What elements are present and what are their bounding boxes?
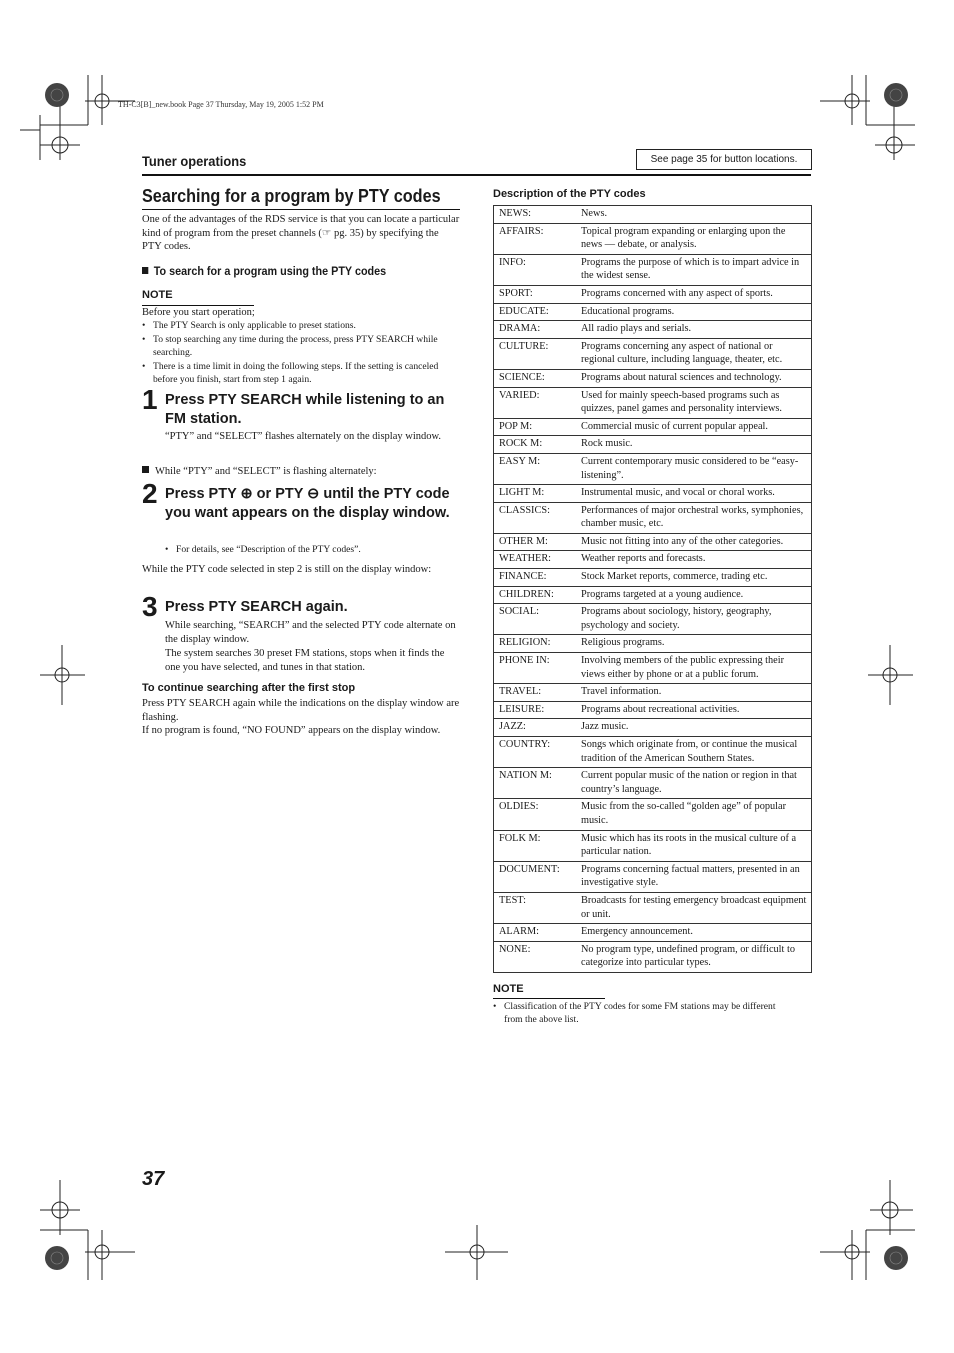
step-2-number: 2	[142, 478, 158, 509]
table-row	[494, 737, 812, 768]
pty-code-cell: OLDIES:	[494, 799, 577, 830]
pty-code-cell: INFO:	[494, 254, 577, 285]
step-2-title: Press PTY ⊕ or PTY ⊖ until the PTY code you want appears on the display window.	[165, 486, 450, 521]
table-row	[494, 768, 812, 799]
step-1-body: “PTY” and “SELECT” flashes alternately on the display window.	[165, 431, 442, 442]
pty-code-cell: SPORT:	[494, 285, 577, 303]
table-row	[494, 941, 812, 972]
table-row	[494, 586, 812, 604]
table-row	[494, 604, 812, 635]
pty-description-cell: Programs about sociology, history, geography, psychology and society.	[576, 604, 812, 635]
pty-code-cell: SCIENCE:	[494, 369, 577, 387]
step-2-bullet-list	[165, 543, 460, 556]
pty-description-cell: News.	[576, 206, 812, 224]
pty-description-cell: Weather reports and forecasts.	[576, 551, 812, 569]
table-row	[494, 551, 812, 569]
table-row	[494, 502, 812, 533]
pty-description-cell: Involving members of the public expressing their views either by phone or at a public forum.	[576, 653, 812, 684]
table-row	[494, 387, 812, 418]
pty-code-cell: OTHER M:	[494, 533, 577, 551]
pty-code-cell: EDUCATE:	[494, 303, 577, 321]
right-note-label: NOTE	[493, 983, 524, 995]
pty-code-cell: NEWS:	[494, 206, 577, 224]
pty-code-cell: ALARM:	[494, 924, 577, 942]
pty-description-cell: Religious programs.	[576, 635, 812, 653]
pty-code-cell: EASY M:	[494, 453, 577, 484]
square-bullet-icon	[142, 466, 149, 473]
title-rule	[142, 209, 460, 210]
pty-description-cell: Rock music.	[576, 436, 812, 454]
pty-codes-table	[493, 205, 812, 973]
note-item: • There is a time limit in doing the following steps. If the setting is canceled before you finish, start from step 1 again.	[142, 360, 462, 386]
pty-code-cell: DOCUMENT:	[494, 861, 577, 892]
pty-code-cell: RELIGION:	[494, 635, 577, 653]
pty-description-cell: Programs concerning any aspect of national or regional culture, including language, theater, etc.	[576, 338, 812, 369]
pty-description-cell: Songs which originate from, or continue the musical tradition of the American Southern States.	[576, 737, 812, 768]
pty-description-cell: Programs targeted at a young audience.	[576, 586, 812, 604]
pty-description-cell: Travel information.	[576, 684, 812, 702]
header-rule	[142, 174, 811, 176]
table-row	[494, 254, 812, 285]
subheading-text: To search for a program using the PTY codes	[153, 264, 387, 278]
pty-code-cell: NATION M:	[494, 768, 577, 799]
print-file-info: TH-C3[B]_new.book Page 37 Thursday, May 19, 2005 1:52 PM	[118, 100, 324, 109]
step-3-number: 3	[142, 591, 158, 622]
pty-code-cell: FOLK M:	[494, 830, 577, 861]
table-row	[494, 635, 812, 653]
pty-description-cell: Topical program expanding or enlarging upon the news — debate, or analysis.	[576, 223, 812, 254]
pty-code-cell: CHILDREN:	[494, 586, 577, 604]
table-row	[494, 321, 812, 339]
note-item: • To stop searching any time during the process, press PTY SEARCH while searching.	[142, 333, 462, 359]
table-row	[494, 485, 812, 503]
page-title: Searching for a program by PTY codes	[142, 186, 441, 206]
pty-code-cell: PHONE IN:	[494, 653, 577, 684]
pty-code-cell: CLASSICS:	[494, 502, 577, 533]
table-row	[494, 303, 812, 321]
subheading	[142, 264, 386, 278]
pty-code-cell: TEST:	[494, 892, 577, 923]
pty-code-cell: NONE:	[494, 941, 577, 972]
table-row	[494, 223, 812, 254]
pty-code-cell: COUNTRY:	[494, 737, 577, 768]
note-label: NOTE	[142, 289, 173, 301]
pty-description-cell: Programs concerning factual matters, presented in an investigative style.	[576, 861, 812, 892]
table-title: Description of the PTY codes	[493, 188, 646, 200]
note-list	[142, 319, 462, 386]
pty-code-cell: SOCIAL:	[494, 604, 577, 635]
right-note-list	[493, 1000, 793, 1026]
pty-description-cell: Current contemporary music considered to be “easy-listening”.	[576, 453, 812, 484]
pty-description-cell: Programs the purpose of which is to impart advice in the widest sense.	[576, 254, 812, 285]
note-item: • The PTY Search is only applicable to preset stations.	[142, 319, 462, 332]
right-note-rule	[493, 998, 605, 999]
pty-code-cell: POP M:	[494, 418, 577, 436]
pty-code-cell: AFFAIRS:	[494, 223, 577, 254]
see-page-box: See page 35 for button locations.	[636, 149, 812, 170]
pty-description-cell: Jazz music.	[576, 719, 812, 737]
pty-description-cell: Stock Market reports, commerce, trading etc.	[576, 569, 812, 587]
table-row	[494, 206, 812, 224]
pty-code-cell: CULTURE:	[494, 338, 577, 369]
while-flashing-note	[142, 465, 462, 479]
table-row	[494, 701, 812, 719]
pty-description-cell: Commercial music of current popular appeal.	[576, 418, 812, 436]
continue-body-2: If no program is found, “NO FOUND” appears on the display window.	[142, 725, 441, 736]
table-row	[494, 684, 812, 702]
step-3-body-1: While searching, “SEARCH” and the selected PTY code alternate on the display window.	[165, 620, 456, 645]
table-row	[494, 436, 812, 454]
step-2-bullet: • For details, see “Description of the PTY codes”.	[165, 543, 460, 556]
continue-body-1: Press PTY SEARCH again while the indications on the display window are flashing.	[142, 698, 460, 723]
pty-code-cell: WEATHER:	[494, 551, 577, 569]
pty-description-cell: No program type, undefined program, or difficult to categorize into particular types.	[576, 941, 812, 972]
section-title: Tuner operations	[142, 153, 247, 169]
pty-description-cell: Performances of major orchestral works, symphonies, chamber music, etc.	[576, 502, 812, 533]
pty-description-cell: Music which has its roots in the musical culture of a particular nation.	[576, 830, 812, 861]
pty-description-cell: Music not fitting into any of the other categories.	[576, 533, 812, 551]
table-row	[494, 369, 812, 387]
continue-heading: To continue searching after the first stop	[142, 682, 356, 694]
page-number: 37	[142, 1168, 165, 1190]
pty-description-cell: Used for mainly speech-based programs such as quizzes, panel games and personality interviews.	[576, 387, 812, 418]
pty-code-cell: TRAVEL:	[494, 684, 577, 702]
while-flashing-text: While “PTY” and “SELECT” is flashing alternately:	[155, 466, 377, 477]
table-row	[494, 799, 812, 830]
step-1-number: 1	[142, 384, 158, 415]
step-3-body-2: The system searches 30 preset FM stations, stops when it finds the one you have selected, and tunes in that station.	[165, 648, 445, 673]
step-1-title: Press PTY SEARCH while listening to an FM station.	[165, 392, 445, 427]
table-row	[494, 924, 812, 942]
table-row	[494, 533, 812, 551]
pty-description-cell: Instrumental music, and vocal or choral works.	[576, 485, 812, 503]
table-row	[494, 719, 812, 737]
step-3-title: Press PTY SEARCH again.	[165, 599, 348, 615]
square-bullet-icon	[142, 267, 148, 274]
pty-code-cell: DRAMA:	[494, 321, 577, 339]
pty-code-cell: LIGHT M:	[494, 485, 577, 503]
step-2-after: While the PTY code selected in step 2 is still on the display window:	[142, 564, 432, 575]
right-note-item: • Classification of the PTY codes for some FM stations may be different from the above list.	[493, 1000, 793, 1026]
table-row	[494, 285, 812, 303]
pty-description-cell: Programs about recreational activities.	[576, 701, 812, 719]
pty-code-cell: VARIED:	[494, 387, 577, 418]
table-row	[494, 861, 812, 892]
table-row	[494, 830, 812, 861]
pty-code-cell: FINANCE:	[494, 569, 577, 587]
table-row	[494, 653, 812, 684]
pty-description-cell: Broadcasts for testing emergency broadcast equipment or unit.	[576, 892, 812, 923]
pty-code-cell: ROCK M:	[494, 436, 577, 454]
note-intro: Before you start operation;	[142, 307, 255, 318]
pty-description-cell: Emergency announcement.	[576, 924, 812, 942]
intro-paragraph: One of the advantages of the RDS service is that you can locate a particular kind of program from the preset channels (☞ pg. 35) by specifying the PTY codes.	[142, 214, 460, 253]
table-row	[494, 418, 812, 436]
pty-description-cell: Current popular music of the nation or region in that country’s language.	[576, 768, 812, 799]
pty-description-cell: Music from the so-called “golden age” of popular music.	[576, 799, 812, 830]
pty-description-cell: Programs about natural sciences and technology.	[576, 369, 812, 387]
table-row	[494, 569, 812, 587]
table-row	[494, 892, 812, 923]
pty-description-cell: Educational programs.	[576, 303, 812, 321]
table-row	[494, 338, 812, 369]
pty-code-cell: JAZZ:	[494, 719, 577, 737]
pty-code-cell: LEISURE:	[494, 701, 577, 719]
table-row	[494, 453, 812, 484]
pty-description-cell: All radio plays and serials.	[576, 321, 812, 339]
pty-description-cell: Programs concerned with any aspect of sports.	[576, 285, 812, 303]
